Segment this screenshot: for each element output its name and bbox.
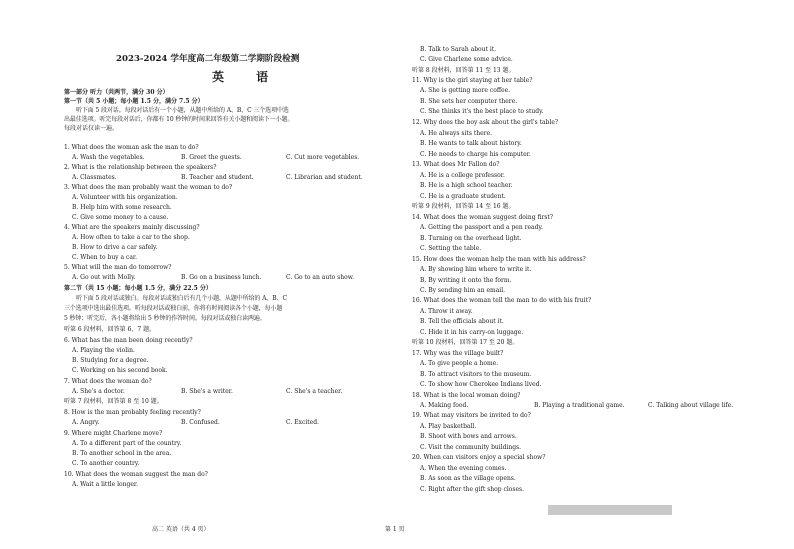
- question-stem: 14. What does the woman suggest doing first?: [412, 214, 554, 221]
- question-stem: 11. Why is the girl staying at her table?: [412, 77, 533, 84]
- answer-box: [548, 505, 672, 515]
- option-a: A. Throw it away.: [420, 308, 473, 315]
- question-stem: 13. What does Mr Fallon do?: [412, 161, 500, 168]
- option-c: C. Give Charlene some advice.: [420, 56, 513, 63]
- option-c: C. To another country.: [72, 460, 140, 467]
- question-stem: 8. How is the man probably feeling recently?: [64, 409, 201, 416]
- option-b: B. Shoot with bows and arrows.: [420, 433, 517, 440]
- option-c: C. He is a graduate student.: [420, 193, 506, 200]
- option-a: A. How often to take a car to the shop.: [72, 234, 190, 241]
- instruction-line: 三个选项中选出最佳选项。听每段对话或独白前，你将有时间阅读各个小题，每小题: [64, 305, 283, 312]
- option-b: B. He is a high school teacher.: [420, 182, 513, 189]
- option-b: B. Talk to Sarah about it.: [420, 46, 497, 53]
- option-c: C. Cut more vegetables.: [286, 154, 360, 161]
- option-b: B. By writing it onto the form.: [420, 277, 512, 284]
- option-c: C. He needs to charge his computer.: [420, 151, 531, 158]
- option-a: A. By showing him where to write it.: [420, 266, 532, 273]
- option-b: B. Tell the officials about it.: [420, 318, 504, 325]
- option-b: B. To attract visitors to the museum.: [420, 371, 532, 378]
- option-c: C. To show how Cherokee Indians lived.: [420, 381, 542, 388]
- option-c: C. Right after the gift shop closes.: [420, 486, 525, 493]
- option-c: C. She's a teacher.: [286, 388, 343, 395]
- option-b: B. How to drive a car safely.: [72, 244, 158, 251]
- option-b: B. Turning on the overhead light.: [420, 235, 522, 242]
- option-c: C. She thinks it's the best place to study.: [420, 108, 544, 115]
- material-heading: 听第 6 段材料，回答第 6、7 题。: [64, 326, 156, 333]
- subject-title: 英 语: [212, 70, 283, 84]
- option-b: B. Confused.: [181, 419, 220, 426]
- option-b: B. As soon as the village opens.: [420, 475, 516, 482]
- option-c: C. Talking about village life.: [648, 402, 734, 409]
- question-stem: 1. What does the woman ask the man to do?: [64, 144, 199, 151]
- option-a: A. Making food.: [420, 402, 469, 409]
- option-c: C. Give some money to a cause.: [72, 214, 169, 221]
- question-stem: 7. What does the woman do?: [64, 378, 152, 385]
- question-stem: 9. Where might Charlene move?: [64, 430, 163, 437]
- instruction-line: 每段对话仅读一遍。: [64, 125, 119, 132]
- option-a: A. To give people a home.: [420, 360, 499, 367]
- option-a: A. She is getting more coffee.: [420, 87, 511, 94]
- option-b: B. Teacher and student.: [181, 174, 254, 181]
- option-c: C. Setting the table.: [420, 245, 482, 252]
- option-a: A. She's a doctor.: [72, 388, 125, 395]
- option-b: B. Playing a traditional game.: [534, 402, 625, 409]
- section-heading: 第一节（共 5 小题；每小题 1.5 分，满分 7.5 分）: [64, 98, 204, 105]
- material-heading: 听第 8 段材料，回答第 11 至 13 题。: [412, 67, 515, 74]
- option-c: C. Excited.: [286, 419, 319, 426]
- section-heading: 第二节（共 15 小题；每小题 1.5 分，满分 22.5 分）: [64, 285, 212, 292]
- material-heading: 听第 7 段材料，回答第 8 至 10 题。: [64, 398, 163, 405]
- option-b: B. Studying for a degree.: [72, 357, 149, 364]
- option-c: C. By sending him an email.: [420, 287, 506, 294]
- option-c: C. Visit the community buildings.: [420, 444, 522, 451]
- option-a: A. Go out with Molly.: [72, 274, 136, 281]
- question-stem: 10. What does the woman suggest the man do?: [64, 471, 208, 478]
- option-a: A. He is a college professor.: [420, 172, 505, 179]
- question-stem: 20. When can visitors enjoy a special show?: [412, 454, 546, 461]
- option-a: A. Wait a little longer.: [72, 481, 139, 488]
- option-b: B. Greet the guests.: [181, 154, 242, 161]
- option-b: B. To another school in the area.: [72, 450, 172, 457]
- option-b: B. She sets her computer there.: [420, 98, 518, 105]
- option-a: A. Angry.: [72, 419, 100, 426]
- question-stem: 3. What does the man probably want the woman to do?: [64, 184, 233, 191]
- instruction-line: 听下面 5 段对话或独白。每段对话或独白后有几个小题，从题中所给的 A、B、C: [76, 295, 287, 302]
- footer-course: 高二 英语（共 4 页）: [152, 526, 210, 533]
- question-stem: 4. What are the speakers mainly discussing?: [64, 224, 200, 231]
- option-c: C. Working on his second book.: [72, 367, 168, 374]
- question-stem: 15. How does the woman help the man with his address?: [412, 256, 586, 263]
- option-a: A. Wash the vegetables.: [72, 154, 145, 161]
- exam-title: 2023-2024 学年度高二年级第二学期阶段检测: [116, 54, 300, 64]
- footer-page-number: 第 1 页: [385, 526, 405, 533]
- question-stem: 6. What has the man been doing recently?: [64, 337, 193, 344]
- instruction-line: 听下面 5 段对话。每段对话后有一个小题，从题中所给的 A、B、C 三个选项中选: [76, 107, 289, 114]
- question-stem: 12. Why does the boy ask about the girl's table?: [412, 119, 559, 126]
- option-b: B. He wants to talk about history.: [420, 140, 522, 147]
- option-b: B. Help him with some research.: [72, 204, 172, 211]
- question-stem: 5. What will the man do tomorrow?: [64, 264, 172, 271]
- option-a: A. He always sits there.: [420, 130, 492, 137]
- option-c: C. When to buy a car.: [72, 254, 138, 261]
- question-stem: 17. Why was the village built?: [412, 350, 504, 357]
- question-stem: 16. What does the woman tell the man to do with his fruit?: [412, 297, 592, 304]
- option-b: B. Go on a business lunch.: [181, 274, 262, 281]
- option-a: A. To a different part of the country.: [72, 440, 182, 447]
- material-heading: 听第 9 段材料，回答第 14 至 16 题。: [412, 203, 515, 210]
- option-a: A. Getting the passport and a pen ready.: [420, 224, 543, 231]
- option-a: A. Classmates.: [72, 174, 117, 181]
- question-stem: 2. What is the relationship between the speakers?: [64, 164, 217, 171]
- instruction-line: 5 秒钟；听完后，各小题将给出 5 秒钟的作答时间。每段对话或独白读两遍。: [64, 315, 266, 322]
- option-a: A. When the evening comes.: [420, 465, 507, 472]
- option-a: A. Playing the violin.: [72, 347, 135, 354]
- option-c: C. Librarian and student.: [286, 174, 363, 181]
- question-stem: 19. What may visitors be invited to do?: [412, 412, 531, 419]
- question-stem: 18. What is the local woman doing?: [412, 392, 521, 399]
- option-a: A. Play basketball.: [420, 423, 477, 430]
- part-heading: 第一部分 听力（共两节，满分 30 分）: [64, 89, 169, 96]
- option-c: C. Hide it in his carry-on luggage.: [420, 329, 524, 336]
- instruction-line: 出最佳选项。听完每段对话后，你都有 10 秒钟的时间来回答有关小题和阅读下一小题。: [64, 116, 294, 123]
- option-a: A. Volunteer with his organization.: [72, 194, 178, 201]
- option-b: B. She's a writer.: [181, 388, 233, 395]
- option-c: C. Go to an auto show.: [286, 274, 355, 281]
- material-heading: 听第 10 段材料，回答第 17 至 20 题。: [412, 339, 519, 346]
